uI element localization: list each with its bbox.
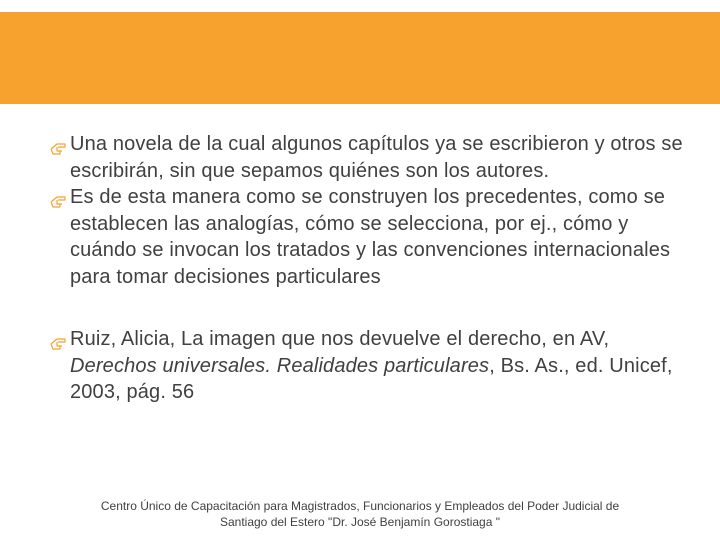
header-band — [0, 12, 720, 104]
top-frame — [0, 0, 720, 10]
reference-title: Derechos universales. Realidades particulares — [70, 354, 490, 377]
bullet-item-novel — [50, 131, 690, 184]
pointing-hand-icon — [50, 332, 66, 346]
bullet-list — [50, 131, 690, 406]
reference-prefix: Ruiz, Alicia, La imagen que nos devuelve el derecho, en AV, — [70, 328, 610, 350]
reference-suffix: , Bs. As., ed. Unicef, 2003, pág. 56 — [70, 354, 673, 403]
bullet-item-reference — [50, 326, 690, 406]
footer — [30, 498, 690, 530]
bullet-item-precedents — [50, 184, 690, 290]
pointing-hand-icon — [50, 190, 66, 204]
bullet-text: Es de esta manera como se construyen los precedentes, como se establecen las analogías, cómo se selecciona, por ej., cómo y cuándo se invocan los tratados y las convenciones internacionales para tomar decisiones particulares — [70, 186, 671, 288]
header-divider — [0, 104, 720, 107]
pointing-hand-icon — [50, 137, 66, 151]
footer-line-2: Santiago del Estero "Dr. José Benjamín Gorostiaga " — [219, 515, 500, 529]
bullet-text: Una novela de la cual algunos capítulos ya se escribieron y otros se escribirán, sin que sepamos quiénes son los autores. — [70, 133, 683, 182]
footer-line-1: Centro Único de Capacitación para Magistrados, Funcionarios y Empleados del Poder Judicial de — [100, 499, 620, 513]
